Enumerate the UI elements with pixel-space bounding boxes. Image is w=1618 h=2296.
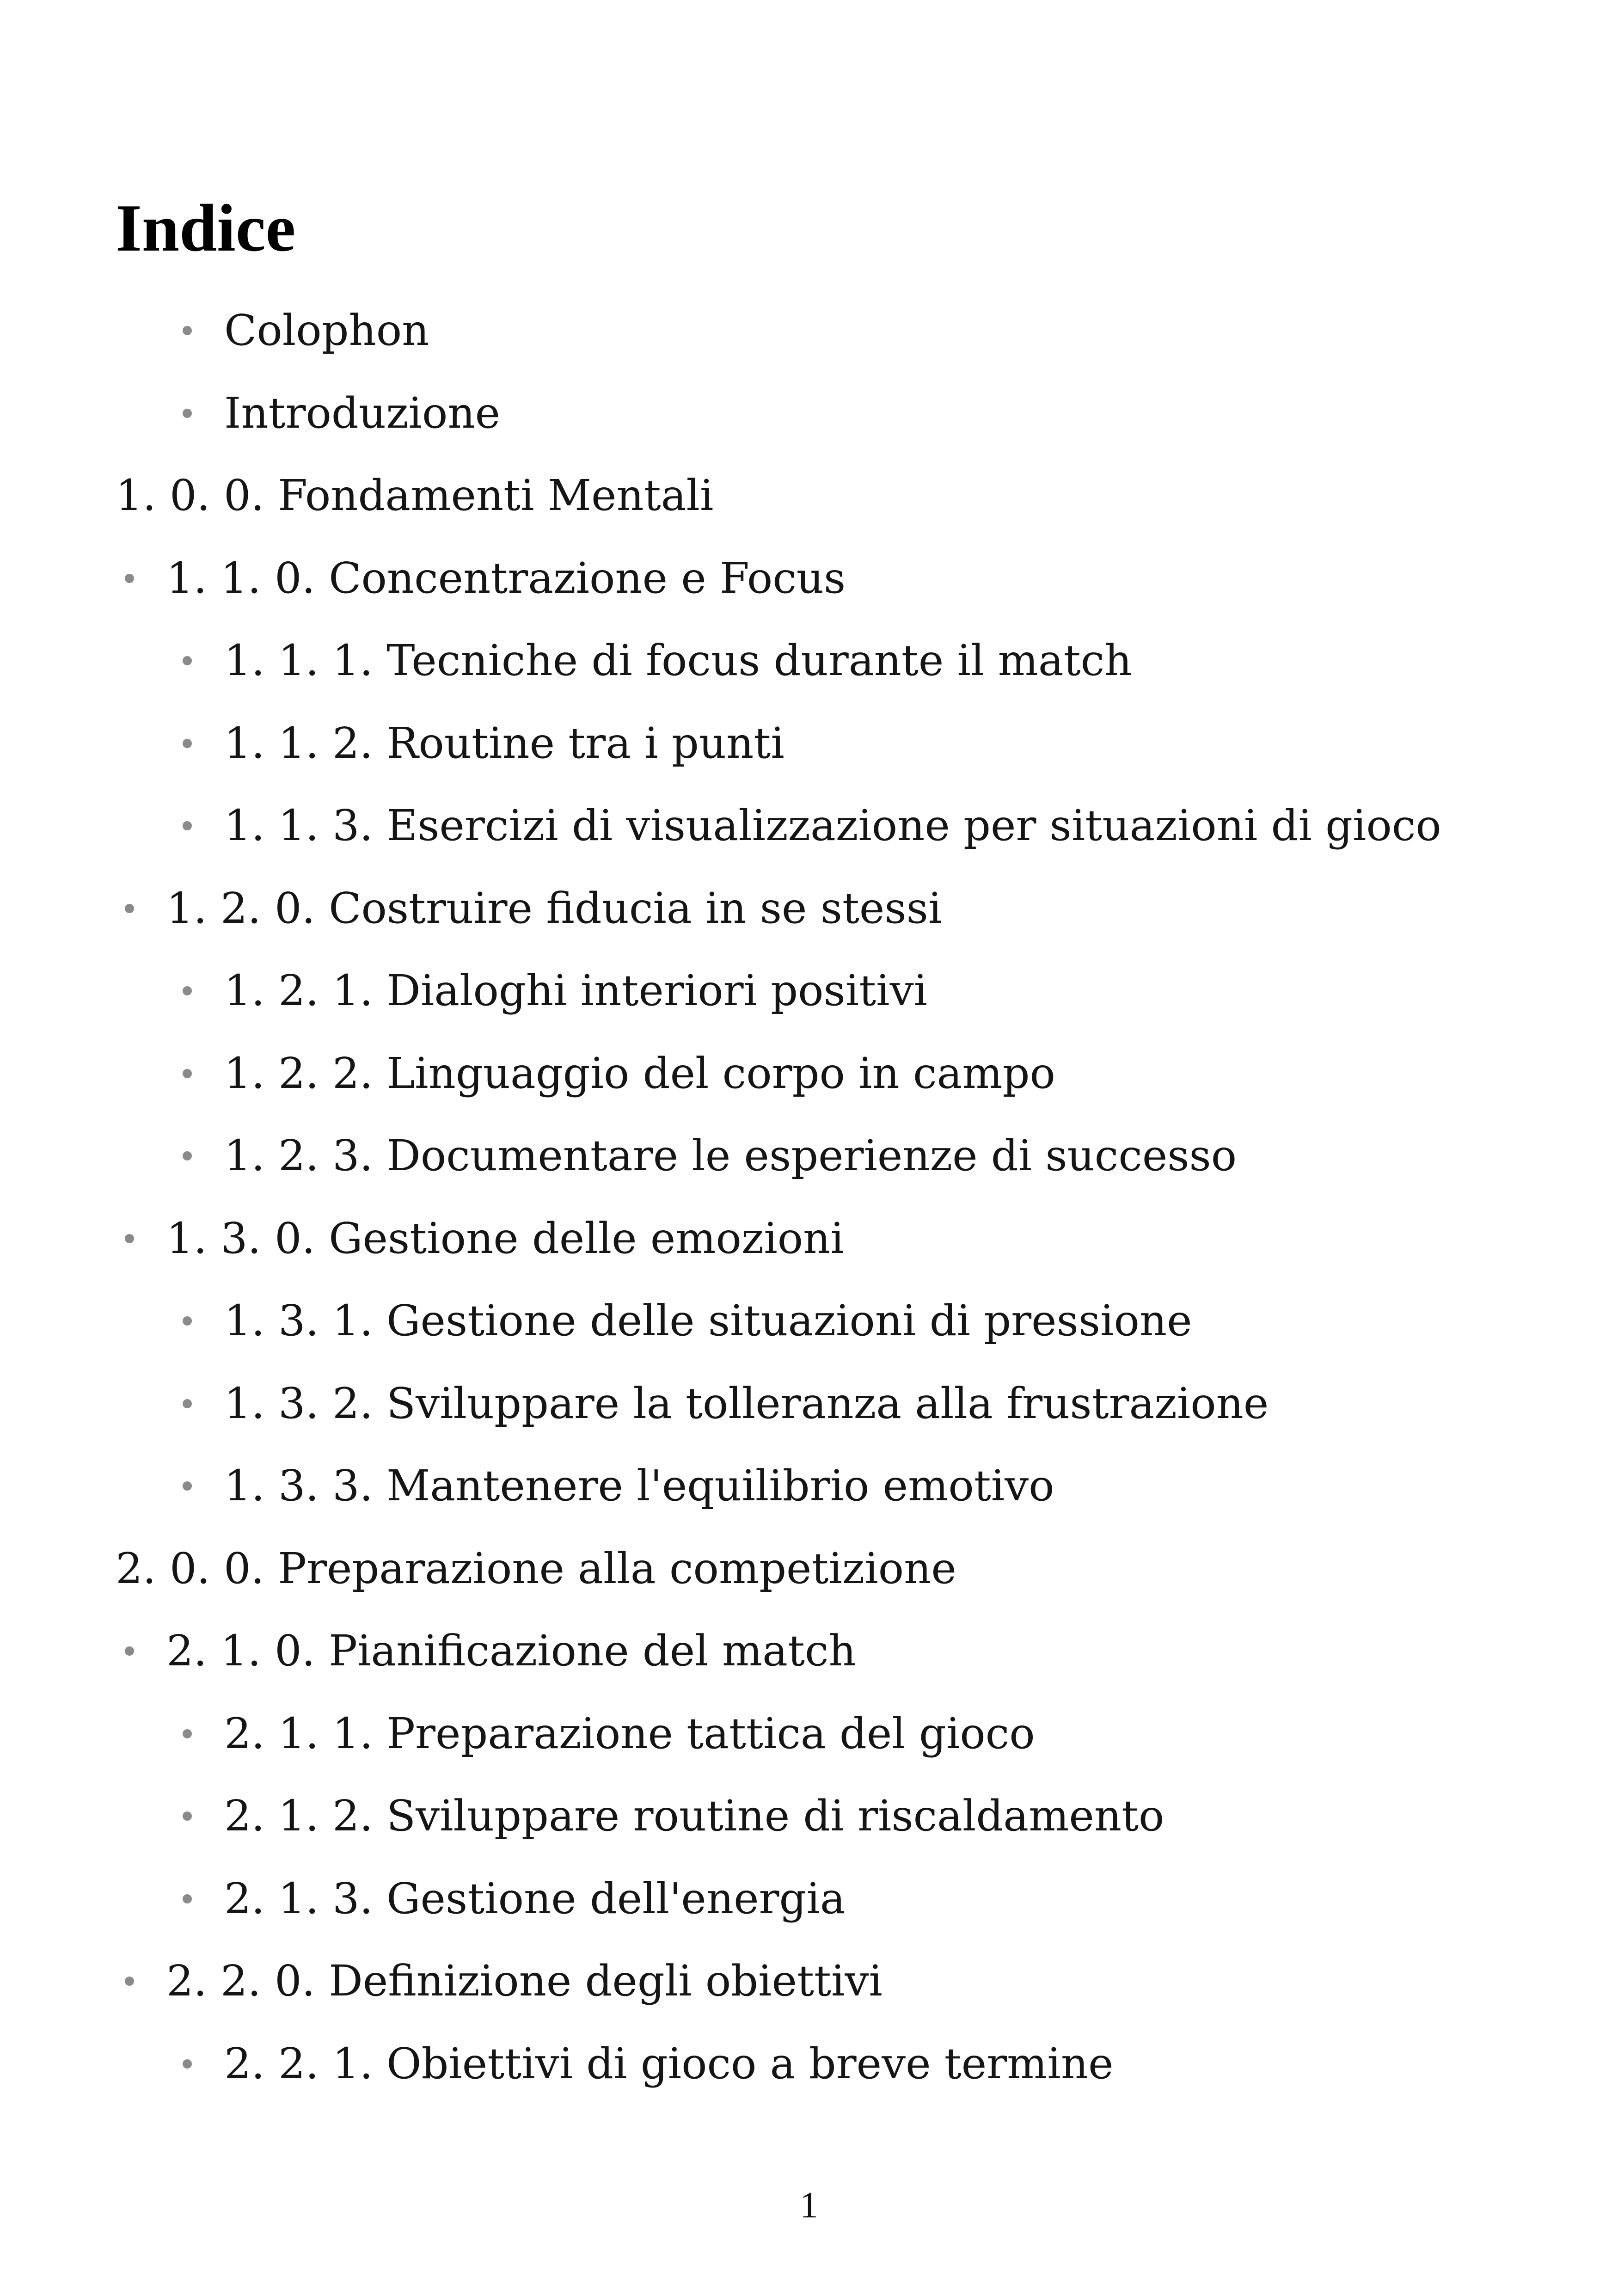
bullet-icon <box>183 1729 192 1738</box>
bullet-icon <box>125 574 134 583</box>
bullet-icon <box>183 986 192 995</box>
toc-entry-label: 1. 1. 2. Routine tra i punti <box>224 718 784 768</box>
bullet-icon <box>125 1646 134 1656</box>
toc-entry-label: 2. 1. 3. Gestione dell'energia <box>224 1874 846 1923</box>
toc-entry-label: 1. 1. 3. Esercizi di visualizzazione per situazioni di gioco <box>224 801 1441 850</box>
toc-entry[interactable] <box>116 454 713 537</box>
toc-entry[interactable] <box>183 1363 1269 1445</box>
toc-entry-label: 1. 2. 2. Linguaggio del corpo in campo <box>224 1049 1055 1098</box>
toc-entry[interactable] <box>183 1693 1035 1775</box>
bullet-icon <box>183 1481 192 1491</box>
toc-entry[interactable] <box>125 867 942 950</box>
toc-entry[interactable] <box>125 1940 883 2022</box>
toc-entry[interactable] <box>183 1445 1054 1527</box>
page-title: Indice <box>116 190 296 265</box>
bullet-icon <box>183 821 192 830</box>
toc-entry[interactable] <box>183 1280 1192 1362</box>
bullet-icon <box>183 739 192 748</box>
toc-entry[interactable] <box>183 289 429 372</box>
toc-entry-label: 1. 1. 1. Tecniche di focus durante il match <box>224 636 1132 685</box>
toc-entry-label: 1. 2. 1. Dialoghi interiori positivi <box>224 966 927 1015</box>
toc-entry[interactable] <box>183 785 1441 867</box>
toc-entry[interactable] <box>183 1032 1055 1115</box>
toc-entry[interactable] <box>183 372 500 454</box>
bullet-icon <box>125 1234 134 1243</box>
bullet-icon <box>125 1977 134 1986</box>
bullet-icon <box>183 2059 192 2069</box>
bullet-icon <box>183 1399 192 1408</box>
toc-entry-label: 2. 2. 1. Obiettivi di gioco a breve termine <box>224 2039 1114 2088</box>
bullet-icon <box>183 1811 192 1821</box>
toc-entry-label: 1. 3. 1. Gestione delle situazioni di pressione <box>224 1296 1192 1345</box>
toc-entry[interactable] <box>116 1528 956 1610</box>
toc-entry-label: Introduzione <box>224 388 501 438</box>
toc-entry[interactable] <box>125 537 846 620</box>
toc-entry-label: 1. 2. 3. Documentare le esperienze di successo <box>224 1131 1237 1180</box>
toc-entry[interactable] <box>125 1610 856 1692</box>
toc-entry[interactable] <box>183 702 784 785</box>
toc-entry-label: Colophon <box>224 306 429 355</box>
toc-entry-label: 2. 1. 0. Pianificazione del match <box>166 1626 856 1676</box>
toc-entry-label: 1. 1. 0. Concentrazione e Focus <box>166 553 846 603</box>
toc-entry-label: 1. 3. 3. Mantenere l'equilibrio emotivo <box>224 1461 1054 1510</box>
bullet-icon <box>183 1316 192 1326</box>
toc-entry-label: 2. 2. 0. Definizione degli obiettivi <box>166 1956 883 2006</box>
toc-entry[interactable] <box>183 1115 1237 1197</box>
bullet-icon <box>183 409 192 418</box>
bullet-icon <box>125 904 134 913</box>
bullet-icon <box>183 656 192 665</box>
toc-entry-label: 1. 3. 0. Gestione delle emozioni <box>166 1214 844 1263</box>
toc-entry-label: 2. 0. 0. Preparazione alla competizione <box>116 1544 956 1593</box>
toc-entry[interactable] <box>183 1858 846 1940</box>
bullet-icon <box>183 1151 192 1160</box>
toc-entry[interactable] <box>183 950 927 1032</box>
bullet-icon <box>183 326 192 335</box>
toc-entry-label: 1. 0. 0. Fondamenti Mentali <box>116 471 714 520</box>
toc-entry-label: 2. 1. 1. Preparazione tattica del gioco <box>224 1709 1035 1758</box>
page-number: 1 <box>800 2185 818 2226</box>
bullet-icon <box>183 1894 192 1903</box>
toc-entry[interactable] <box>183 1775 1164 1857</box>
toc-entry-label: 2. 1. 2. Sviluppare routine di riscaldamento <box>224 1791 1164 1841</box>
toc-entry-label: 1. 3. 2. Sviluppare la tolleranza alla frustrazione <box>224 1379 1269 1428</box>
toc-entry[interactable] <box>125 1197 844 1280</box>
bullet-icon <box>183 1069 192 1078</box>
toc-entry[interactable] <box>183 620 1132 702</box>
toc-entry[interactable] <box>183 2023 1114 2105</box>
toc-entry-label: 1. 2. 0. Costruire fiducia in se stessi <box>166 884 942 933</box>
